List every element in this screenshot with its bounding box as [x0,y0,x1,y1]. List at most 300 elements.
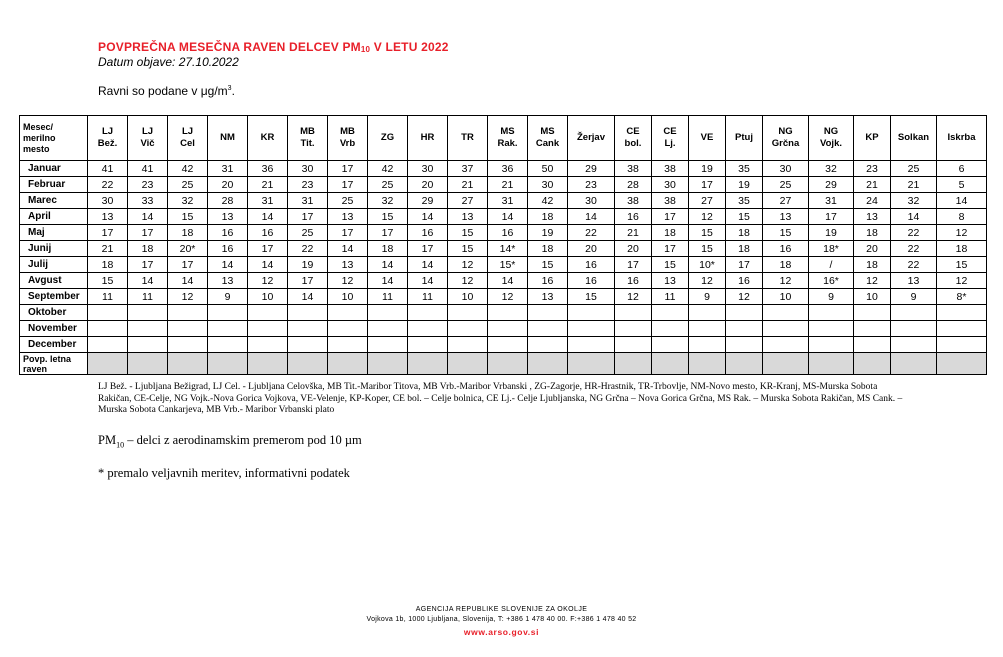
value-cell: 14 [128,273,168,289]
value-cell: 27 [448,193,488,209]
value-cell: 13 [328,257,368,273]
title-main: POVPREČNA MESEČNA RAVEN DELCEV PM [98,40,361,54]
footer-website-link[interactable]: www.arso.gov.si [463,627,540,637]
value-cell: 16 [568,273,615,289]
value-cell: 5 [937,177,987,193]
value-cell: 16 [568,257,615,273]
column-header-line: VE [700,132,714,143]
value-cell: 16 [488,225,528,241]
value-cell [88,337,128,353]
value-cell: 12 [937,225,987,241]
value-cell: 14 [488,273,528,289]
value-cell [615,321,652,337]
annual-average-cell [168,353,208,375]
column-header-line: MB [300,126,315,137]
value-cell [809,337,854,353]
value-cell: 22 [288,241,328,257]
value-cell: 22 [568,225,615,241]
value-cell: 12 [763,273,809,289]
value-cell: 19 [726,177,763,193]
value-cell: 19 [288,257,328,273]
annual-average-cell [88,353,128,375]
table-row [20,257,987,273]
column-header [615,116,652,161]
value-cell: 33 [128,193,168,209]
column-header [854,116,891,161]
column-header [408,116,448,161]
value-cell: 15 [528,257,568,273]
month-label: Julij [20,257,88,273]
column-header [568,116,615,161]
value-cell: 8* [937,289,987,305]
value-cell: 20 [408,177,448,193]
value-cell: 15 [937,257,987,273]
month-label: Februar [20,177,88,193]
value-cell: 14 [248,209,288,225]
value-cell: / [809,257,854,273]
table-row [20,209,987,225]
value-cell [854,337,891,353]
annual-average-row [20,353,987,375]
value-cell: 15* [488,257,528,273]
value-cell: 17 [248,241,288,257]
value-cell: 31 [288,193,328,209]
annual-average-cell [448,353,488,375]
value-cell: 14* [488,241,528,257]
value-cell: 9 [891,289,937,305]
column-header [88,116,128,161]
value-cell: 31 [208,161,248,177]
column-header-line: MB [340,126,355,137]
value-cell: 18 [854,257,891,273]
value-cell: 31 [809,193,854,209]
value-cell: 17 [88,225,128,241]
column-header-line: HR [420,132,435,143]
column-header-line: Vojk. [820,138,842,149]
value-cell: 11 [368,289,408,305]
value-cell: 14 [208,257,248,273]
value-cell: 18 [854,225,891,241]
value-cell [763,305,809,321]
value-cell [615,337,652,353]
value-cell: 38 [615,193,652,209]
value-cell: 17 [288,273,328,289]
value-cell: 10* [689,257,726,273]
value-cell: 32 [368,193,408,209]
value-cell [128,305,168,321]
corner-header [20,116,88,161]
value-cell: 10 [854,289,891,305]
value-cell: 30 [652,177,689,193]
value-cell: 14 [408,209,448,225]
value-cell [208,337,248,353]
value-cell: 17 [328,161,368,177]
value-cell: 12 [689,209,726,225]
column-header-line: bol. [624,138,642,149]
table-row [20,305,987,321]
annual-average-cell [937,353,987,375]
value-cell: 32 [809,161,854,177]
column-header-line: MS [500,126,515,137]
value-cell: 30 [568,193,615,209]
value-cell: 14 [368,257,408,273]
value-cell: 18* [809,241,854,257]
value-cell: 14 [328,241,368,257]
value-cell: 21 [615,225,652,241]
column-header-line: Ptuj [735,132,753,143]
column-header [448,116,488,161]
value-cell: 13 [528,289,568,305]
column-header [488,116,528,161]
value-cell: 20 [208,177,248,193]
value-cell: 16 [208,225,248,241]
column-header-line: CE [663,126,677,137]
value-cell [488,337,528,353]
value-cell: 14 [368,273,408,289]
value-cell: 13 [328,209,368,225]
publication-date: Datum objave: 27.10.2022 [98,55,239,69]
value-cell: 42 [368,161,408,177]
value-cell [328,321,368,337]
value-cell: 14 [408,257,448,273]
value-cell [726,305,763,321]
column-header [208,116,248,161]
value-cell: 17 [615,257,652,273]
document-title [98,40,449,54]
column-header [248,116,288,161]
month-label: Junij [20,241,88,257]
month-label: Avgust [20,273,88,289]
table-row [20,241,987,257]
value-cell: 13 [88,209,128,225]
value-cell: 16 [248,225,288,241]
column-header [328,116,368,161]
value-cell [652,305,689,321]
value-cell: 21 [88,241,128,257]
annual-average-cell [854,353,891,375]
table-row [20,177,987,193]
value-cell: 42 [528,193,568,209]
pm-definition-text: – delci z aerodinamskim premerom pod 10 µm [124,433,362,447]
value-cell: 9 [208,289,248,305]
value-cell: 11 [652,289,689,305]
table-row [20,321,987,337]
annual-average-cell [488,353,528,375]
value-cell: 23 [854,161,891,177]
value-cell: 17 [328,177,368,193]
value-cell: 23 [128,177,168,193]
value-cell: 9 [809,289,854,305]
value-cell: 12 [937,273,987,289]
value-cell [368,321,408,337]
value-cell: 14 [288,289,328,305]
value-cell: 10 [763,289,809,305]
units-note [98,84,235,98]
table-row [20,161,987,177]
value-cell: 12 [448,273,488,289]
value-cell: 12 [615,289,652,305]
value-cell: 20 [615,241,652,257]
value-cell: 13 [854,209,891,225]
value-cell [763,321,809,337]
table-row [20,225,987,241]
value-cell [568,337,615,353]
column-header-line: LJ [101,126,114,137]
column-header-line: ZG [380,132,395,143]
value-cell [615,305,652,321]
column-header-line: Cank [535,138,560,149]
pm10-definition [98,433,362,450]
value-cell: 14 [248,257,288,273]
value-cell: 15 [689,225,726,241]
value-cell: 29 [568,161,615,177]
value-cell: 15 [652,257,689,273]
value-cell [168,337,208,353]
column-header-line: Solkan [897,132,930,143]
value-cell [809,305,854,321]
value-cell [891,337,937,353]
month-label: September [20,289,88,305]
value-cell: 14 [891,209,937,225]
column-header-line: NG [823,126,839,137]
column-header [689,116,726,161]
value-cell: 14 [488,209,528,225]
value-cell: 15 [568,289,615,305]
value-cell: 18 [368,241,408,257]
value-cell [528,305,568,321]
annual-average-cell [615,353,652,375]
annual-average-label: Povp. letna raven [20,353,88,375]
value-cell [854,305,891,321]
value-cell: 42 [168,161,208,177]
value-cell: 12 [448,257,488,273]
value-cell: 38 [652,193,689,209]
value-cell: 19 [689,161,726,177]
value-cell: 28 [615,177,652,193]
value-cell: 15 [88,273,128,289]
value-cell: 25 [368,177,408,193]
value-cell: 13 [448,209,488,225]
value-cell: 15 [726,209,763,225]
column-header [891,116,937,161]
value-cell: 12 [854,273,891,289]
month-label: Marec [20,193,88,209]
annual-average-cell [248,353,288,375]
annual-average-cell [763,353,809,375]
value-cell: 18 [726,241,763,257]
value-cell: 17 [689,177,726,193]
value-cell: 16 [208,241,248,257]
value-cell: 22 [891,257,937,273]
value-cell [208,305,248,321]
footer-agency: AGENCIJA REPUBLIKE SLOVENIJE ZA OKOLJE [415,606,588,613]
value-cell [248,305,288,321]
asterisk-note: * premalo veljavnih meritev, informativni podatek [98,466,350,480]
value-cell [368,305,408,321]
value-cell: 17 [128,225,168,241]
column-header-line: Iskrba [947,132,976,143]
units-tail: . [231,84,235,98]
value-cell: 28 [208,193,248,209]
value-cell: 17 [168,257,208,273]
month-label: December [20,337,88,353]
value-cell: 13 [208,273,248,289]
value-cell [488,321,528,337]
column-header-line: Žerjav [577,132,605,143]
value-cell [248,321,288,337]
value-cell: 27 [763,193,809,209]
value-cell [128,337,168,353]
column-header-line: Lj. [664,138,676,149]
value-cell: 17 [288,209,328,225]
value-cell [891,321,937,337]
column-header-line: NM [220,132,235,143]
value-cell [408,305,448,321]
value-cell: 15 [763,225,809,241]
value-cell: 27 [689,193,726,209]
value-cell: 23 [568,177,615,193]
value-cell: 12 [168,289,208,305]
title-tail: V LETU 2022 [370,40,449,54]
value-cell [288,337,328,353]
value-cell: 18 [528,241,568,257]
value-cell: 25 [288,225,328,241]
annual-average-cell [891,353,937,375]
value-cell: 18 [528,209,568,225]
value-cell [891,305,937,321]
value-cell: 6 [937,161,987,177]
value-cell: 25 [168,177,208,193]
value-cell: 15 [448,241,488,257]
annual-average-cell [328,353,368,375]
value-cell: 11 [88,289,128,305]
value-cell: 10 [328,289,368,305]
value-cell [528,321,568,337]
column-header-line: Vič [140,138,155,149]
value-cell: 11 [408,289,448,305]
value-cell: 20 [568,241,615,257]
value-cell: 10 [448,289,488,305]
value-cell: 18 [88,257,128,273]
value-cell: 22 [88,177,128,193]
units-text: Ravni so podane v μg/m [98,84,228,98]
value-cell: 9 [689,289,726,305]
value-cell: 29 [408,193,448,209]
value-cell: 13 [208,209,248,225]
column-header [937,116,987,161]
value-cell: 16 [528,273,568,289]
column-header-line: KP [865,132,879,143]
value-cell: 17 [726,257,763,273]
value-cell [652,321,689,337]
value-cell: 12 [328,273,368,289]
value-cell: 14 [408,273,448,289]
value-cell: 22 [891,225,937,241]
column-header-line: Rak. [497,138,518,149]
value-cell [248,337,288,353]
value-cell [368,337,408,353]
value-cell: 50 [528,161,568,177]
value-cell: 16 [726,273,763,289]
value-cell: 38 [652,161,689,177]
corner-label-line: Mesec/ [23,121,54,132]
value-cell: 30 [288,161,328,177]
annual-average-cell [568,353,615,375]
value-cell [689,337,726,353]
value-cell [689,321,726,337]
table-row [20,289,987,305]
value-cell: 30 [408,161,448,177]
value-cell: 13 [652,273,689,289]
month-label: April [20,209,88,225]
value-cell [88,321,128,337]
column-header [528,116,568,161]
value-cell: 25 [328,193,368,209]
column-header [809,116,854,161]
value-cell: 21 [854,177,891,193]
value-cell: 17 [128,257,168,273]
pm-label: PM [98,433,117,447]
value-cell [288,305,328,321]
value-cell: 30 [528,177,568,193]
annual-average-cell [368,353,408,375]
value-cell: 12 [248,273,288,289]
value-cell: 21 [891,177,937,193]
value-cell: 16 [408,225,448,241]
column-header [128,116,168,161]
value-cell: 29 [809,177,854,193]
value-cell: 35 [726,161,763,177]
value-cell: 37 [448,161,488,177]
column-header-line: TR [461,132,474,143]
annual-average-cell [528,353,568,375]
pm10-table [19,115,987,375]
annual-average-cell [652,353,689,375]
title-subscript: 10 [360,45,371,54]
value-cell [288,321,328,337]
value-cell [568,321,615,337]
annual-average-cell [128,353,168,375]
table-row [20,273,987,289]
annual-average-cell [689,353,726,375]
value-cell: 20* [168,241,208,257]
value-cell: 16 [615,209,652,225]
value-cell: 20 [854,241,891,257]
value-cell: 36 [248,161,288,177]
column-header [368,116,408,161]
table-row [20,193,987,209]
value-cell [937,321,987,337]
value-cell: 41 [128,161,168,177]
table-row [20,337,987,353]
value-cell [128,321,168,337]
month-label: November [20,321,88,337]
value-cell: 18 [652,225,689,241]
column-header-line: Bež. [97,138,118,149]
value-cell: 18 [168,225,208,241]
value-cell: 38 [615,161,652,177]
column-header-line: Grčna [771,138,800,149]
value-cell: 21 [448,177,488,193]
value-cell: 32 [168,193,208,209]
value-cell: 23 [288,177,328,193]
column-header [288,116,328,161]
month-label: Januar [20,161,88,177]
annual-average-cell [408,353,448,375]
value-cell: 8 [937,209,987,225]
value-cell: 21 [488,177,528,193]
value-cell: 15 [689,241,726,257]
